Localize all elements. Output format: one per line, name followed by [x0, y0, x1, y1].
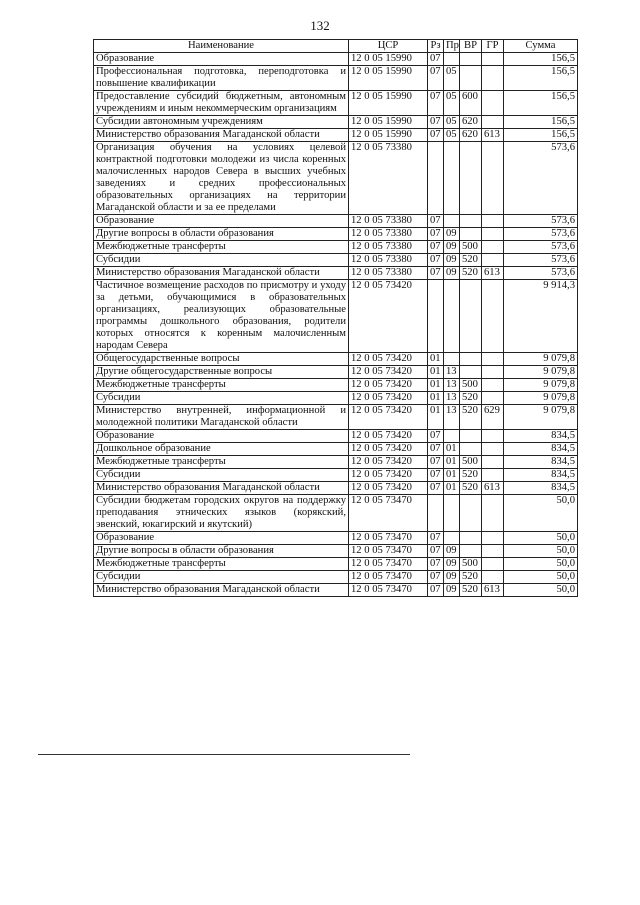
cell-vr: 520: [460, 267, 482, 280]
table-row: [94, 366, 578, 379]
cell-rz: 07: [428, 558, 444, 571]
cell-pr: 05: [444, 116, 460, 129]
cell-name: Образование: [94, 430, 349, 443]
cell-rz: 07: [428, 443, 444, 456]
cell-name: Межбюджетные трансферты: [94, 558, 349, 571]
header-sum: Сумма: [504, 40, 578, 53]
cell-vr: 520: [460, 571, 482, 584]
cell-gr: [482, 215, 504, 228]
cell-name: Образование: [94, 215, 349, 228]
cell-vr: [460, 66, 482, 91]
cell-gr: [482, 116, 504, 129]
table-row: [94, 129, 578, 142]
cell-name: Другие общегосударственные вопросы: [94, 366, 349, 379]
cell-sum: 156,5: [504, 129, 578, 142]
cell-name: Межбюджетные трансферты: [94, 456, 349, 469]
cell-gr: [482, 241, 504, 254]
cell-pr: 13: [444, 405, 460, 430]
cell-pr: 13: [444, 392, 460, 405]
cell-vr: [460, 430, 482, 443]
cell-csr: 12 0 05 73420: [349, 405, 428, 430]
cell-sum: 834,5: [504, 482, 578, 495]
budget-table: [93, 39, 578, 597]
cell-name: Организация обучения на условиях целевой контрактной подготовки молодежи из числа коренных малочисленных народов Севера в высших учебных заведениях и средних профессиональных образовательных организациях на территории Магаданской области и за ее пределами: [94, 142, 349, 215]
cell-vr: [460, 443, 482, 456]
cell-rz: 07: [428, 571, 444, 584]
cell-sum: 573,6: [504, 228, 578, 241]
cell-csr: 12 0 05 73420: [349, 456, 428, 469]
cell-rz: 01: [428, 379, 444, 392]
table-row: [94, 142, 578, 215]
cell-sum: 156,5: [504, 66, 578, 91]
cell-csr: 12 0 05 73420: [349, 443, 428, 456]
cell-pr: 09: [444, 254, 460, 267]
cell-sum: 9 079,8: [504, 405, 578, 430]
cell-csr: 12 0 05 73420: [349, 469, 428, 482]
cell-name: Субсидии: [94, 571, 349, 584]
cell-csr: 12 0 05 73470: [349, 545, 428, 558]
cell-csr: 12 0 05 73380: [349, 254, 428, 267]
cell-gr: 613: [482, 129, 504, 142]
cell-pr: 05: [444, 129, 460, 142]
table-header-row: [94, 40, 578, 53]
cell-sum: 50,0: [504, 532, 578, 545]
cell-pr: [444, 53, 460, 66]
cell-name: Министерство образования Магаданской области: [94, 129, 349, 142]
cell-rz: 07: [428, 241, 444, 254]
header-pr: Пр: [444, 40, 460, 53]
cell-pr: 05: [444, 66, 460, 91]
cell-vr: 500: [460, 456, 482, 469]
table-row: [94, 392, 578, 405]
cell-vr: [460, 215, 482, 228]
cell-pr: [444, 280, 460, 353]
cell-csr: 12 0 05 73420: [349, 353, 428, 366]
cell-vr: [460, 532, 482, 545]
cell-sum: 50,0: [504, 558, 578, 571]
header-csr: ЦСР: [349, 40, 428, 53]
cell-vr: 620: [460, 116, 482, 129]
cell-rz: 07: [428, 91, 444, 116]
table-row: [94, 267, 578, 280]
table-row: [94, 215, 578, 228]
cell-sum: 50,0: [504, 571, 578, 584]
cell-csr: 12 0 05 15990: [349, 53, 428, 66]
cell-pr: 09: [444, 545, 460, 558]
cell-vr: [460, 228, 482, 241]
cell-gr: [482, 254, 504, 267]
table-row: [94, 430, 578, 443]
cell-pr: 01: [444, 469, 460, 482]
cell-rz: 07: [428, 116, 444, 129]
cell-rz: 01: [428, 392, 444, 405]
cell-gr: [482, 495, 504, 532]
table-row: [94, 545, 578, 558]
cell-csr: 12 0 05 73380: [349, 241, 428, 254]
footer-divider: [38, 754, 410, 755]
cell-rz: 01: [428, 366, 444, 379]
cell-pr: [444, 215, 460, 228]
cell-sum: 50,0: [504, 495, 578, 532]
cell-name: Министерство образования Магаданской области: [94, 584, 349, 597]
cell-sum: 834,5: [504, 430, 578, 443]
table-row: [94, 116, 578, 129]
cell-vr: [460, 280, 482, 353]
cell-gr: 613: [482, 482, 504, 495]
cell-vr: 520: [460, 469, 482, 482]
cell-name: Другие вопросы в области образования: [94, 228, 349, 241]
header-gr: ГР: [482, 40, 504, 53]
table-row: [94, 66, 578, 91]
table-row: [94, 456, 578, 469]
cell-gr: [482, 392, 504, 405]
cell-sum: 50,0: [504, 584, 578, 597]
cell-csr: 12 0 05 15990: [349, 66, 428, 91]
cell-pr: [444, 430, 460, 443]
cell-vr: [460, 142, 482, 215]
cell-gr: [482, 53, 504, 66]
cell-gr: [482, 545, 504, 558]
table-row: [94, 482, 578, 495]
cell-pr: 01: [444, 456, 460, 469]
cell-name: Образование: [94, 532, 349, 545]
table-row: [94, 241, 578, 254]
table-row: [94, 379, 578, 392]
cell-name: Дошкольное образование: [94, 443, 349, 456]
cell-csr: 12 0 05 73380: [349, 267, 428, 280]
cell-vr: 520: [460, 392, 482, 405]
cell-csr: 12 0 05 73470: [349, 571, 428, 584]
cell-vr: 500: [460, 241, 482, 254]
cell-csr: 12 0 05 15990: [349, 116, 428, 129]
cell-name: Межбюджетные трансферты: [94, 379, 349, 392]
header-name: Наименование: [94, 40, 349, 53]
cell-pr: [444, 142, 460, 215]
cell-gr: [482, 91, 504, 116]
cell-gr: 613: [482, 584, 504, 597]
cell-pr: 09: [444, 241, 460, 254]
cell-sum: 9 914,3: [504, 280, 578, 353]
cell-name: Субсидии: [94, 254, 349, 267]
cell-rz: 07: [428, 66, 444, 91]
cell-rz: 07: [428, 456, 444, 469]
cell-name: Межбюджетные трансферты: [94, 241, 349, 254]
cell-csr: 12 0 05 73420: [349, 379, 428, 392]
cell-rz: 07: [428, 545, 444, 558]
cell-pr: 13: [444, 379, 460, 392]
cell-rz: 01: [428, 405, 444, 430]
cell-rz: 07: [428, 532, 444, 545]
cell-rz: [428, 495, 444, 532]
cell-rz: [428, 142, 444, 215]
cell-gr: [482, 532, 504, 545]
cell-vr: [460, 53, 482, 66]
cell-gr: [482, 379, 504, 392]
table-row: [94, 405, 578, 430]
cell-rz: 07: [428, 482, 444, 495]
cell-name: Субсидии: [94, 392, 349, 405]
cell-csr: 12 0 05 73420: [349, 280, 428, 353]
cell-pr: 01: [444, 482, 460, 495]
cell-rz: 07: [428, 469, 444, 482]
cell-pr: 09: [444, 571, 460, 584]
table-row: [94, 443, 578, 456]
table-row: [94, 469, 578, 482]
cell-rz: 07: [428, 254, 444, 267]
cell-sum: 834,5: [504, 443, 578, 456]
cell-csr: 12 0 05 73380: [349, 215, 428, 228]
cell-rz: 07: [428, 430, 444, 443]
page-number: 132: [310, 18, 330, 33]
cell-pr: [444, 353, 460, 366]
cell-pr: 01: [444, 443, 460, 456]
cell-gr: [482, 366, 504, 379]
cell-name: Предоставление субсидий бюджетным, автономным учреждениям и иным некоммерческим организациям: [94, 91, 349, 116]
cell-sum: 9 079,8: [504, 392, 578, 405]
cell-name: Профессиональная подготовка, переподготовка и повышение квалификации: [94, 66, 349, 91]
cell-gr: 613: [482, 267, 504, 280]
table-row: [94, 353, 578, 366]
cell-name: Министерство образования Магаданской области: [94, 267, 349, 280]
cell-sum: 573,6: [504, 241, 578, 254]
cell-gr: [482, 469, 504, 482]
cell-pr: 09: [444, 584, 460, 597]
cell-sum: 9 079,8: [504, 366, 578, 379]
cell-vr: 520: [460, 254, 482, 267]
cell-csr: 12 0 05 73420: [349, 366, 428, 379]
cell-pr: 13: [444, 366, 460, 379]
table-row: [94, 254, 578, 267]
cell-gr: [482, 558, 504, 571]
cell-name: Частичное возмещение расходов по присмотру и уходу за детьми, обучающимися в образовательных организациях, реализующих образовательные программы дошкольного образования, родители которых относятся к коренным малочисленным народам Севера: [94, 280, 349, 353]
cell-gr: [482, 142, 504, 215]
cell-rz: 07: [428, 228, 444, 241]
cell-sum: 573,6: [504, 267, 578, 280]
cell-name: Министерство образования Магаданской области: [94, 482, 349, 495]
cell-vr: [460, 353, 482, 366]
cell-csr: 12 0 05 73380: [349, 142, 428, 215]
cell-csr: 12 0 05 73420: [349, 392, 428, 405]
cell-pr: 09: [444, 228, 460, 241]
cell-sum: 834,5: [504, 456, 578, 469]
cell-rz: [428, 280, 444, 353]
cell-gr: [482, 456, 504, 469]
cell-gr: [482, 571, 504, 584]
cell-pr: 09: [444, 267, 460, 280]
cell-gr: 629: [482, 405, 504, 430]
cell-name: Общегосударственные вопросы: [94, 353, 349, 366]
table-row: [94, 571, 578, 584]
cell-sum: 9 079,8: [504, 379, 578, 392]
table-row: [94, 584, 578, 597]
cell-gr: [482, 353, 504, 366]
cell-gr: [482, 443, 504, 456]
cell-vr: 600: [460, 91, 482, 116]
cell-csr: 12 0 05 73470: [349, 532, 428, 545]
cell-vr: 520: [460, 405, 482, 430]
cell-csr: 12 0 05 15990: [349, 129, 428, 142]
table-row: [94, 495, 578, 532]
cell-csr: 12 0 05 73470: [349, 584, 428, 597]
table-row: [94, 91, 578, 116]
cell-rz: 07: [428, 215, 444, 228]
cell-pr: 05: [444, 91, 460, 116]
cell-name: Субсидии автономным учреждениям: [94, 116, 349, 129]
cell-vr: 520: [460, 584, 482, 597]
cell-sum: 834,5: [504, 469, 578, 482]
cell-vr: 620: [460, 129, 482, 142]
cell-csr: 12 0 05 73420: [349, 430, 428, 443]
table-row: [94, 53, 578, 66]
cell-sum: 9 079,8: [504, 353, 578, 366]
cell-sum: 573,6: [504, 254, 578, 267]
cell-rz: 01: [428, 353, 444, 366]
cell-vr: [460, 495, 482, 532]
cell-name: Образование: [94, 53, 349, 66]
cell-sum: 573,6: [504, 215, 578, 228]
cell-name: Субсидии бюджетам городских округов на поддержку преподавания этнических языков (корякский, эвенский, юкагирский и якутский): [94, 495, 349, 532]
cell-rz: 07: [428, 129, 444, 142]
cell-pr: [444, 532, 460, 545]
cell-csr: 12 0 05 15990: [349, 91, 428, 116]
cell-sum: 156,5: [504, 91, 578, 116]
cell-csr: 12 0 05 73470: [349, 495, 428, 532]
cell-pr: [444, 495, 460, 532]
cell-rz: 07: [428, 584, 444, 597]
table-row: [94, 228, 578, 241]
cell-gr: [482, 66, 504, 91]
cell-vr: 520: [460, 482, 482, 495]
cell-rz: 07: [428, 267, 444, 280]
cell-vr: 500: [460, 558, 482, 571]
cell-vr: [460, 366, 482, 379]
cell-gr: [482, 430, 504, 443]
cell-sum: 573,6: [504, 142, 578, 215]
table-row: [94, 532, 578, 545]
cell-csr: 12 0 05 73420: [349, 482, 428, 495]
table-body: [94, 53, 578, 597]
cell-csr: 12 0 05 73470: [349, 558, 428, 571]
header-vr: ВР: [460, 40, 482, 53]
table-row: [94, 558, 578, 571]
cell-vr: [460, 545, 482, 558]
cell-sum: 156,5: [504, 116, 578, 129]
cell-sum: 156,5: [504, 53, 578, 66]
cell-name: Другие вопросы в области образования: [94, 545, 349, 558]
cell-sum: 50,0: [504, 545, 578, 558]
cell-gr: [482, 280, 504, 353]
cell-gr: [482, 228, 504, 241]
cell-csr: 12 0 05 73380: [349, 228, 428, 241]
cell-rz: 07: [428, 53, 444, 66]
table-row: [94, 280, 578, 353]
cell-name: Субсидии: [94, 469, 349, 482]
header-rz: Рз: [428, 40, 444, 53]
cell-name: Министерство внутренней, информационной и молодежной политики Магаданской области: [94, 405, 349, 430]
cell-vr: 500: [460, 379, 482, 392]
cell-pr: 09: [444, 558, 460, 571]
